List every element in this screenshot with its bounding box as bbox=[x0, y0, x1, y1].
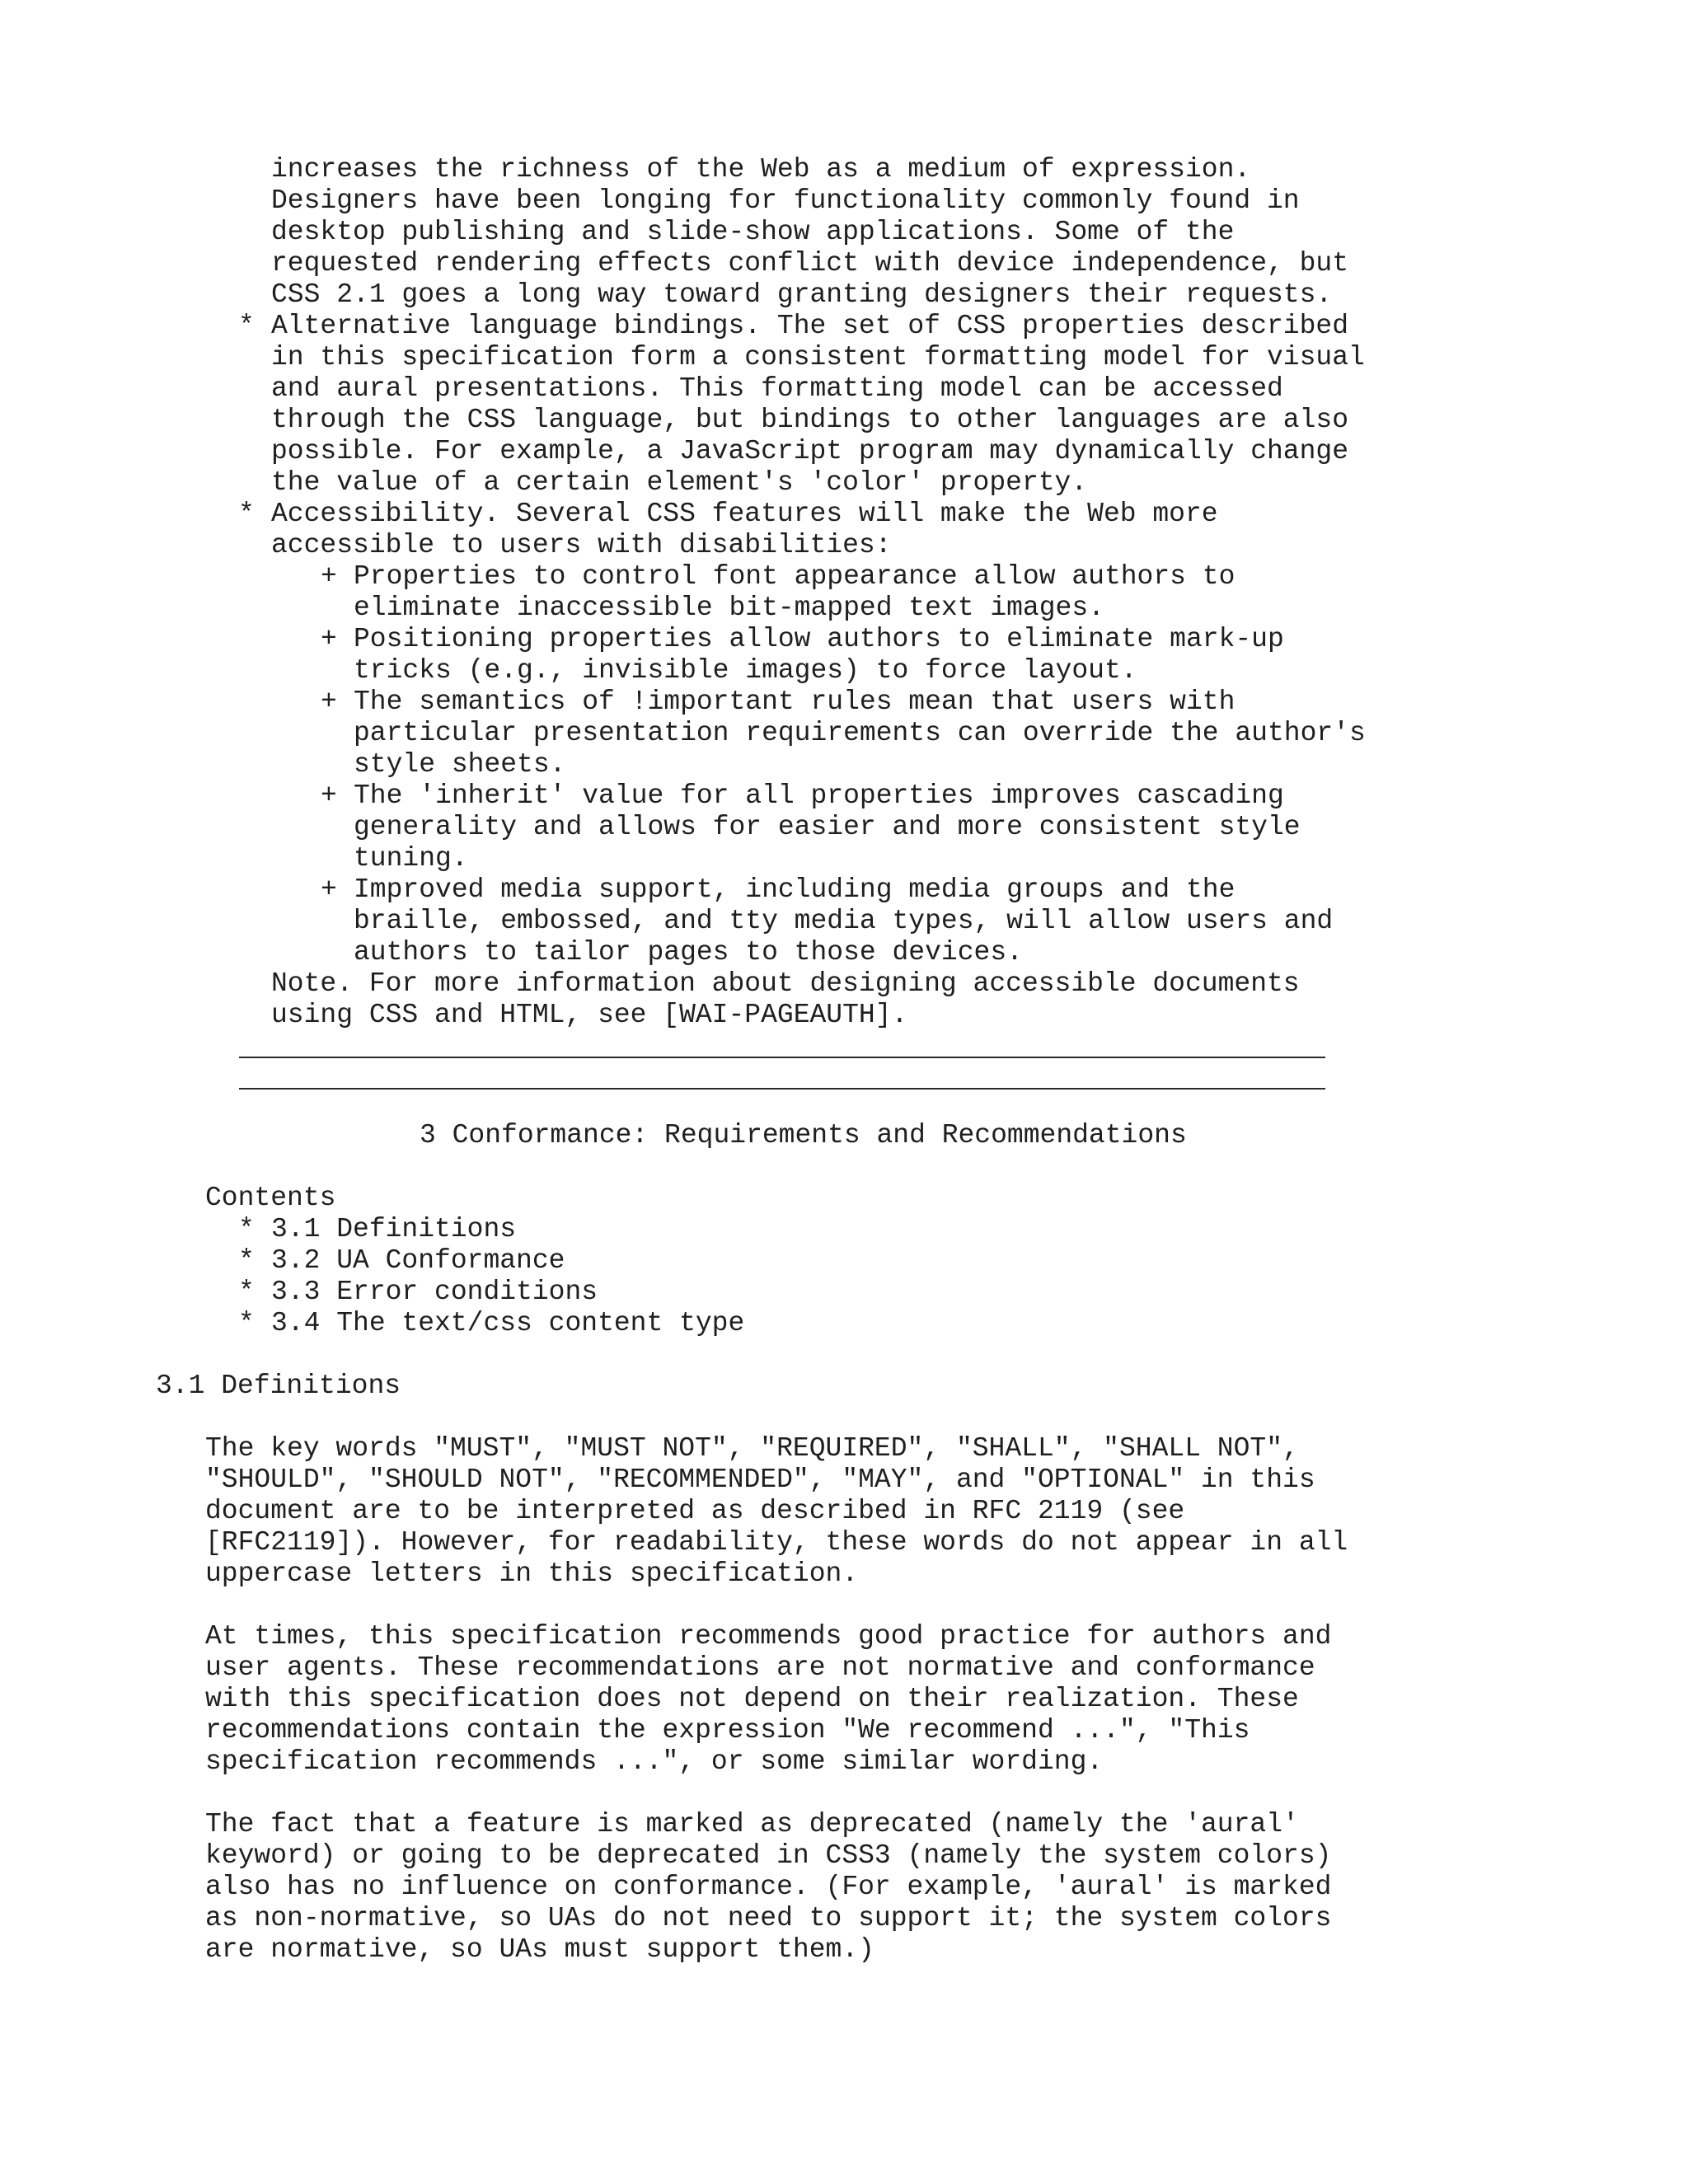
sub-bullet-line: tuning. bbox=[354, 843, 468, 874]
contents-link[interactable]: 3.1 Definitions bbox=[271, 1214, 517, 1244]
intro-line: increases the richness of the Web as a medium of expression. bbox=[271, 154, 1251, 185]
paragraph-line: "SHOULD", "SHOULD NOT", "RECOMMENDED", "MAY", and "OPTIONAL" in this bbox=[205, 1465, 1315, 1495]
sub-bullet-line: generality and allows for easier and more consistent style bbox=[354, 812, 1301, 842]
contents-bullet: * bbox=[238, 1308, 255, 1338]
paragraph-line: also has no influence on conformance. (For example, 'aural' is marked bbox=[205, 1872, 1332, 1902]
bullet-line: and aural presentations. This formatting model can be accessed bbox=[271, 373, 1283, 404]
paragraph-line: document are to be interpreted as described in RFC 2119 (see bbox=[205, 1496, 1185, 1526]
contents-link[interactable]: 3.2 UA Conformance bbox=[271, 1245, 565, 1276]
paragraph-line: as non-normative, so UAs do not need to support it; the system colors bbox=[205, 1903, 1332, 1933]
paragraph-line: [RFC2119]). However, for readability, these words do not appear in all bbox=[205, 1527, 1348, 1558]
chapter-title: 3 Conformance: Requirements and Recommendations bbox=[420, 1120, 1187, 1151]
intro-line: desktop publishing and slide-show applications. Some of the bbox=[271, 217, 1235, 247]
paragraph-line: with this specification does not depend on their realization. These bbox=[205, 1684, 1299, 1714]
sub-bullet-marker: + bbox=[321, 561, 337, 592]
paragraph-line: keyword) or going to be deprecated in CSS3 (namely the system colors) bbox=[205, 1840, 1332, 1871]
sub-bullet-marker: + bbox=[321, 780, 337, 811]
horizontal-rule bbox=[239, 1088, 1325, 1090]
bullet-line: through the CSS language, but bindings to other languages are also bbox=[271, 405, 1349, 435]
contents-bullet: * bbox=[238, 1277, 255, 1307]
paragraph-line: The fact that a feature is marked as deprecated (namely the 'aural' bbox=[205, 1809, 1299, 1840]
section-title: 3.1 Definitions bbox=[156, 1371, 401, 1401]
bullet-line: the value of a certain element's 'color' property. bbox=[271, 467, 1088, 498]
horizontal-rule bbox=[239, 1057, 1325, 1058]
paragraph-line: are normative, so UAs must support them.) bbox=[205, 1934, 874, 1965]
paragraph-line: At times, this specification recommends good practice for authors and bbox=[205, 1621, 1332, 1652]
bullet-marker: * bbox=[238, 499, 255, 529]
sub-bullet-marker: + bbox=[321, 874, 337, 905]
paragraph-line: recommendations contain the expression "We recommend ...", "This bbox=[205, 1715, 1250, 1746]
sub-bullet-line: tricks (e.g., invisible images) to force layout. bbox=[354, 655, 1137, 686]
note-line: Note. For more information about designing accessible documents bbox=[271, 968, 1300, 999]
bullet-line: Alternative language bindings. The set of CSS properties described bbox=[271, 311, 1349, 341]
sub-bullet-line: Properties to control font appearance allow authors to bbox=[354, 561, 1236, 592]
contents-heading: Contents bbox=[205, 1183, 336, 1213]
intro-line: CSS 2.1 goes a long way toward granting designers their requests. bbox=[271, 279, 1333, 310]
intro-line: Designers have been longing for functionality commonly found in bbox=[271, 185, 1300, 216]
paragraph-line: specification recommends ...", or some similar wording. bbox=[205, 1746, 1104, 1777]
bullet-line: in this specification form a consistent formatting model for visual bbox=[271, 342, 1365, 373]
sub-bullet-line: style sheets. bbox=[354, 749, 566, 780]
sub-bullet-line: Positioning properties allow authors to eliminate mark-up bbox=[354, 624, 1284, 654]
sub-bullet-marker: + bbox=[321, 624, 337, 654]
bullet-line: accessible to users with disabilities: bbox=[271, 530, 892, 560]
contents-bullet: * bbox=[238, 1245, 255, 1276]
bullet-line: possible. For example, a JavaScript program may dynamically change bbox=[271, 436, 1349, 466]
sub-bullet-line: particular presentation requirements can override the author's bbox=[354, 718, 1366, 748]
sub-bullet-line: braille, embossed, and tty media types, will allow users and bbox=[354, 906, 1334, 936]
bullet-marker: * bbox=[238, 311, 255, 341]
contents-link[interactable]: 3.3 Error conditions bbox=[271, 1277, 598, 1307]
contents-link[interactable]: 3.4 The text/css content type bbox=[271, 1308, 745, 1338]
sub-bullet-marker: + bbox=[321, 687, 337, 717]
note-line: using CSS and HTML, see [WAI-PAGEAUTH]. bbox=[271, 1000, 908, 1030]
sub-bullet-line: The semantics of !important rules mean that users with bbox=[354, 687, 1236, 717]
contents-bullet: * bbox=[238, 1214, 255, 1244]
paragraph-line: uppercase letters in this specification. bbox=[205, 1558, 859, 1589]
paragraph-line: The key words "MUST", "MUST NOT", "REQUIRED", "SHALL", "SHALL NOT", bbox=[205, 1433, 1299, 1464]
sub-bullet-line: Improved media support, including media groups and the bbox=[354, 874, 1236, 905]
paragraph-line: user agents. These recommendations are not normative and conformance bbox=[205, 1652, 1315, 1683]
bullet-line: Accessibility. Several CSS features will make the Web more bbox=[271, 499, 1218, 529]
sub-bullet-line: authors to tailor pages to those devices. bbox=[354, 937, 1023, 968]
intro-line: requested rendering effects conflict with device independence, but bbox=[271, 248, 1349, 279]
sub-bullet-line: eliminate inaccessible bit-mapped text images. bbox=[354, 593, 1104, 623]
sub-bullet-line: The 'inherit' value for all properties improves cascading bbox=[354, 780, 1284, 811]
